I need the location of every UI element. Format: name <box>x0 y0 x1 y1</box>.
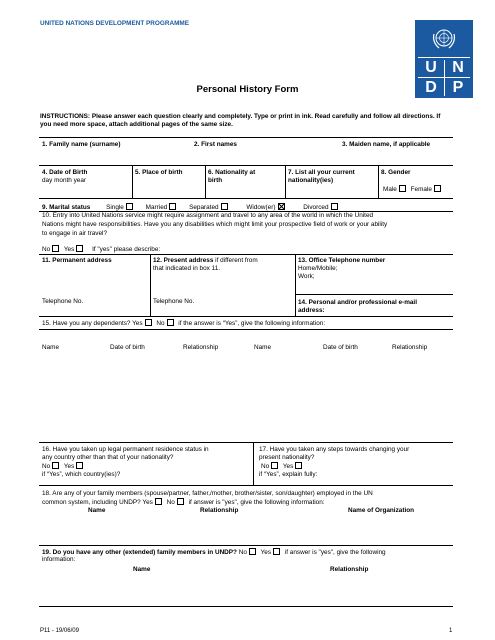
q10-yes-checkbox[interactable] <box>76 245 83 252</box>
q17-line1: 17. Have you taken any steps towards changing your <box>259 446 410 453</box>
q19-line1 <box>42 548 386 557</box>
q19-label-b: if answer is "yes", give the following <box>284 549 386 556</box>
nationality-birth-label-2: birth <box>208 177 223 184</box>
q18-yes-checkbox[interactable] <box>155 498 162 505</box>
logo-letter: P <box>452 79 464 96</box>
q16-no-checkbox[interactable] <box>52 462 59 469</box>
divorced-checkbox[interactable] <box>331 203 338 210</box>
q19-no-checkbox[interactable] <box>249 548 256 555</box>
q16-answer-row <box>42 462 86 471</box>
present-address-label: 12. Present address if different from <box>153 257 258 264</box>
q19-no-label: No <box>238 549 247 556</box>
q17-line4: if “Yes”, explain fully: <box>259 471 318 478</box>
q19-yes-label: Yes <box>260 549 272 556</box>
q17-line2: present nationality? <box>259 454 315 461</box>
q18-table-area[interactable] <box>42 516 450 542</box>
marital-separated-label: Separated <box>189 204 219 211</box>
marital-single-label: Single <box>106 204 124 211</box>
dob-label: 4. Date of Birth <box>42 169 88 176</box>
q18-label-a: common system, including UNDP? Yes <box>42 499 153 506</box>
email-label-2: address: <box>298 307 325 314</box>
first-names-label: 2. First names <box>194 141 237 148</box>
q17-answer-row <box>261 462 305 471</box>
q18-line2 <box>42 498 325 507</box>
q19-col-relationship: Relationship <box>330 566 369 573</box>
instructions: INSTRUCTIONS: Please answer each question clearly and completely. Type or print in ink. Read carefully and follow all directions. If you need more space, attach additional pages of the same size. <box>40 113 441 128</box>
q17-yes-label: Yes <box>282 463 294 470</box>
present-address-label-2: that indicated in box 11. <box>153 265 221 272</box>
logo-letter: N <box>452 59 464 76</box>
q18-col-name: Name <box>88 507 106 514</box>
work-phone-label: Work; <box>298 273 315 280</box>
marital-status-label: 9. Marital status <box>42 204 91 211</box>
dependents-table-area[interactable] <box>42 356 450 438</box>
q15-label-a: 15. Have you any dependents? Yes <box>42 320 143 327</box>
current-nationality-label: 7. List all your current <box>288 169 355 176</box>
logo-separator <box>418 57 470 58</box>
female-checkbox[interactable] <box>434 185 441 192</box>
q17-yes-checkbox[interactable] <box>295 462 302 469</box>
office-telephone-label: 13. Office Telephone number <box>298 257 386 264</box>
q15-label-b: No <box>156 320 165 327</box>
q16-yes-checkbox[interactable] <box>76 462 83 469</box>
q10-line2: Nations might have responsibilities. Have you any disabilities which might limit your prospective field of work or your ability <box>42 221 388 228</box>
q19-table-area[interactable] <box>42 576 450 602</box>
q19-line2: information: <box>42 556 76 563</box>
org-name: UNITED NATIONS DEVELOPMENT PROGRAMME <box>40 20 189 27</box>
q18-label-b: No <box>166 499 175 506</box>
separated-checkbox[interactable] <box>221 203 228 210</box>
permanent-telephone-label: Telephone No. <box>42 298 84 305</box>
single-checkbox[interactable] <box>126 203 133 210</box>
dob-sub-label: day month year <box>42 177 87 184</box>
nationality-birth-label: 6. Nationality at <box>208 169 256 176</box>
q19-yes-checkbox[interactable] <box>273 548 280 555</box>
q10-line1: 10. Entry into United Nations service might require assignment and travel to any area of the world in which the United <box>42 212 374 219</box>
marital-widow-label: Widow(er) <box>246 204 276 211</box>
name-input-area[interactable] <box>42 150 450 164</box>
home-mobile-label: Home/Mobile; <box>298 265 338 272</box>
family-name-label: 1. Family name (surname) <box>42 141 121 148</box>
q18-no-checkbox[interactable] <box>177 498 184 505</box>
footer-form-id: P11 - 19/06/09 <box>40 628 79 634</box>
present-telephone-label: Telephone No. <box>153 298 195 305</box>
un-emblem-icon <box>430 26 458 52</box>
q19-label-a: 19. Do you have any other (extended) family members in UNDP? <box>42 549 237 556</box>
male-label: Male <box>383 186 397 193</box>
male-checkbox[interactable] <box>399 185 406 192</box>
q10-line3: to engage in air travel? <box>42 230 108 237</box>
q10-no-checkbox[interactable] <box>52 245 59 252</box>
dependents-col-name-2: Name <box>254 344 272 351</box>
dependents-col-name: Name <box>42 344 60 351</box>
q17-no-checkbox[interactable] <box>271 462 278 469</box>
marital-married-label: Married <box>145 204 168 211</box>
q15-yes-checkbox[interactable] <box>145 319 152 326</box>
q16-line1: 16. Have you taken up legal permanent residence status in <box>42 446 209 453</box>
dependents-col-relationship-2: Relationship <box>392 344 428 351</box>
q16-line2: any country other than that of your nationality? <box>42 454 174 461</box>
q18-col-organization: Name of Organization <box>348 507 415 514</box>
q17-no-label: No <box>261 463 270 470</box>
form-title: Personal History Form <box>196 84 299 95</box>
maiden-name-label: 3. Maiden name, if applicable <box>342 141 431 148</box>
dependents-col-relationship: Relationship <box>183 344 219 351</box>
dependents-col-dob: Date of birth <box>110 344 145 351</box>
widow-checkbox[interactable] <box>278 203 285 210</box>
dependents-col-dob-2: Date of birth <box>323 344 358 351</box>
q18-label-c: if answer is "yes", give the following information: <box>188 499 325 506</box>
q18-col-relationship: Relationship <box>200 507 239 514</box>
female-label: Female <box>410 186 432 193</box>
email-label: 14. Personal and/or professional e-mail <box>298 299 417 306</box>
q15-question <box>42 319 325 328</box>
gender-label: 8. Gender <box>381 169 411 176</box>
place-of-birth-label: 5. Place of birth <box>135 169 183 176</box>
q10-describe-label: If "yes" please describe: <box>92 246 161 253</box>
q15-label-c: if the answer is “Yes”, give the following information: <box>178 320 326 327</box>
q18-line1: 18. Are any of your family members (spouse/partner, father,/mother, brother/sister, son/daughter) employed in the UN <box>42 490 373 497</box>
q16-line4: if “Yes”, which country(ies)? <box>42 471 121 478</box>
q16-yes-label: Yes <box>63 463 75 470</box>
current-nationality-label-2: nationality(ies) <box>288 177 334 184</box>
permanent-address-label: 11. Permanent address <box>42 257 112 264</box>
married-checkbox[interactable] <box>169 203 176 210</box>
q10-yes-label: Yes <box>63 246 75 253</box>
page-number: 1 <box>449 628 453 634</box>
q19-col-name: Name <box>133 566 151 573</box>
q16-no-label: No <box>42 463 51 470</box>
marital-divorced-label: Divorced <box>303 204 329 211</box>
logo-letter: U <box>425 59 437 76</box>
q10-answer-row <box>42 245 160 254</box>
q15-no-checkbox[interactable] <box>167 319 174 326</box>
q10-no-label: No <box>42 246 51 253</box>
logo-letter: D <box>425 79 437 96</box>
gender-options <box>383 185 444 194</box>
